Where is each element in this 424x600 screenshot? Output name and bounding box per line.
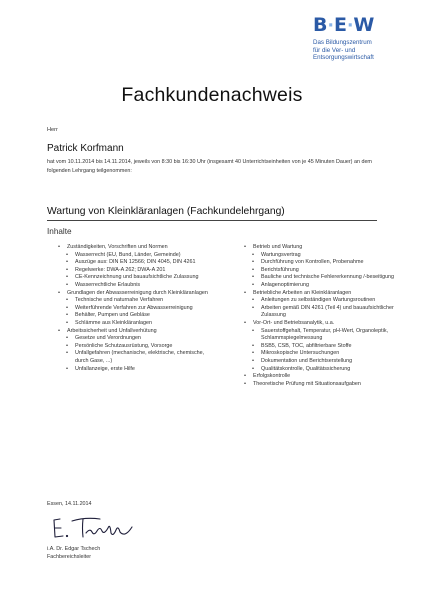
logo-letter-w: W	[353, 14, 375, 36]
contents-item: • Zuständigkeiten, Vorschriften und Normen	[58, 244, 218, 252]
contents-left-column	[58, 244, 218, 373]
contents-subitem: • Qualitätskontrolle, Qualitätssicherung	[244, 366, 404, 374]
contents-subitem: • Wasserrechtliche Erlaubnis	[58, 282, 218, 290]
contents-subitem: • Anlagenoptimierung	[244, 282, 404, 290]
logo-letter-b: B	[313, 14, 328, 36]
course-title: Wartung von Kleinkläranlagen (Fachkundelehrgang)	[47, 206, 285, 217]
contents-subitem: • Berichtsführung	[244, 267, 404, 275]
contents-subitem: • Persönliche Schutzausrüstung, Vorsorge	[58, 343, 218, 351]
contents-subitem: • BSB5, CSB, TOC, abfiltrierbare Stoffe	[244, 343, 404, 351]
logo-mark: B·E·W	[313, 14, 375, 36]
divider	[47, 220, 377, 221]
logo-tagline-line: Entsorgungswirtschaft	[313, 54, 374, 62]
contents-item: • Grundlagen der Abwasserreinigung durch Kleinkläranlagen	[58, 290, 218, 298]
contents-item: • Arbeitssicherheit und Unfallverhütung	[58, 328, 218, 336]
contents-subitem: • CE-Kennzeichnung und bauaufsichtliche Zulassung	[58, 274, 218, 282]
contents-subitem: • Weiterführende Verfahren zur Abwasserreinigung	[58, 305, 218, 313]
contents-heading: Inhalte	[47, 227, 72, 236]
contents-subitem: • Auszüge aus: DIN EN 12566; DIN 4045, DIN 4261	[58, 259, 218, 267]
contents-subitem: • Unfallanzeige, erste Hilfe	[58, 366, 218, 374]
contents-subitem: • Behälter, Pumpen und Gebläse	[58, 312, 218, 320]
contents-subitem: • Wasserrecht (EU, Bund, Länder, Gemeinde)	[58, 252, 218, 260]
contents-subitem: • Regelwerke: DWA-A 262; DWA-A 201	[58, 267, 218, 275]
contents-subitem: • Bauliche und technische Fehlererkennung /-beseitigung	[244, 274, 404, 282]
contents-subitem: • Durchführung von Kontrollen, Probenahme	[244, 259, 404, 267]
contents-subitem: • Arbeiten gemäß DIN 4261 (Teil 4) und bauaufsichtlicher Zulassung	[244, 305, 404, 320]
contents-item: • Vor-Ort- und Betriebsanalytik, u.a.	[244, 320, 404, 328]
contents-subitem: • Gesetze und Verordnungen	[58, 335, 218, 343]
signature-image	[50, 513, 140, 541]
signer-name: i.A. Dr. Edgar Tschech	[47, 546, 101, 552]
contents-item: • Betriebliche Arbeiten an Kleinkläranlagen	[244, 290, 404, 298]
contents-subitem: • Anleitungen zu selbständigen Wartungsroutinen	[244, 297, 404, 305]
bew-logo	[313, 14, 413, 62]
document-title: Fachkundenachweis	[121, 84, 303, 106]
contents-subitem: • Technische und naturnahe Verfahren	[58, 297, 218, 305]
logo-letter-e: E	[333, 14, 347, 36]
intro-text: hat vom 10.11.2014 bis 14.11.2014, jeweils von 8:30 bis 16:30 Uhr (insgesamt 40 Unterrichtseinheiten von je 45 Minuten Dauer) an dem folgenden Lehrgang teilgenommen:	[47, 159, 372, 174]
contents-item: • Betrieb und Wartung	[244, 244, 404, 252]
logo-tagline-line: für die Ver- und	[313, 46, 356, 54]
contents-item: • Erfolgskontrolle	[244, 373, 404, 381]
contents-right-column	[244, 244, 404, 388]
contents-subitem: • Mikroskopische Untersuchungen	[244, 350, 404, 358]
signer-block	[47, 546, 100, 561]
contents-subitem: • Schlämme aus Kleinkläranlagen	[58, 320, 218, 328]
contents-item: • Theoretische Prüfung mit Situationsaufgaben	[244, 381, 404, 389]
signer-role: Fachbereichsleiter	[47, 553, 92, 560]
contents-subitem: • Sauerstoffgehalt, Temperatur, pH-Wert, Organoleptik, Schlammspiegelmessung	[244, 328, 404, 343]
salutation: Herr	[47, 127, 58, 133]
logo-tagline-line: Das Bildungszentrum	[313, 39, 372, 46]
contents-subitem: • Unfallgefahren (mechanische, elektrische, chemische, durch Gase, ...)	[58, 350, 218, 365]
contents-subitem: • Dokumentation und Berichtserstellung	[244, 358, 404, 366]
contents-subitem: • Wartungsvertrag	[244, 252, 404, 260]
place-date: Essen, 14.11.2014	[47, 501, 92, 507]
participant-name: Patrick Korfmann	[47, 143, 124, 154]
logo-tagline	[313, 39, 413, 62]
